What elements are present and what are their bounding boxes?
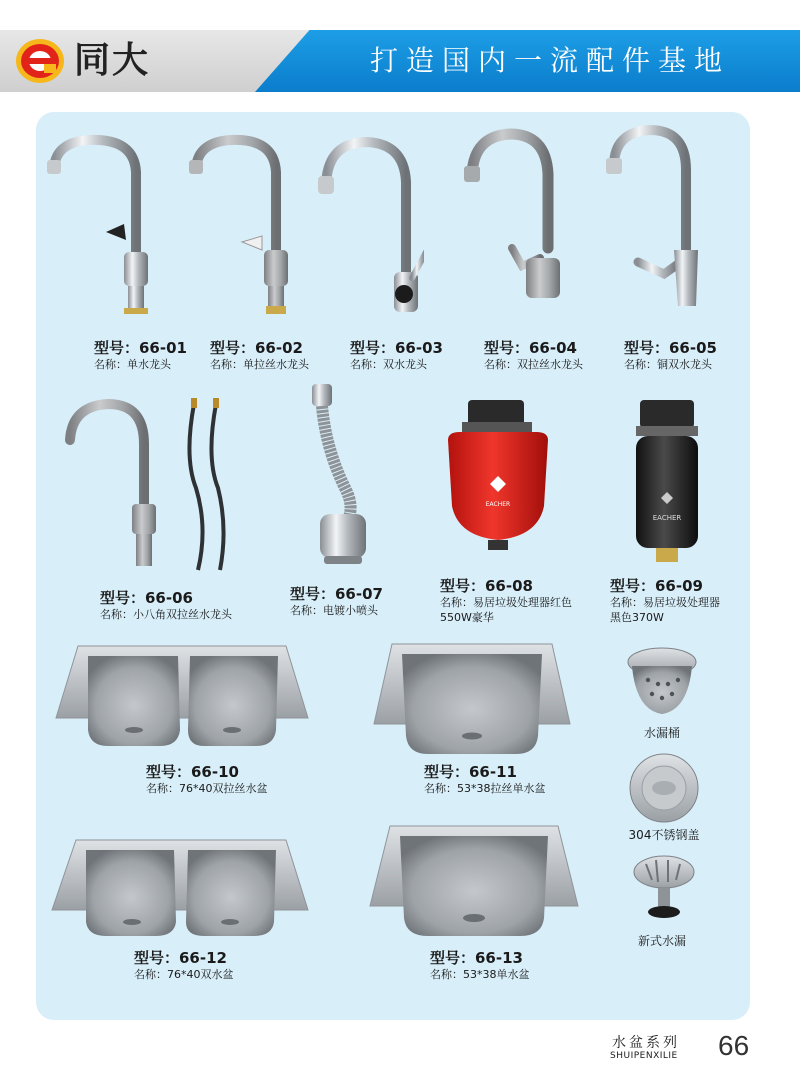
model-number: 型号：66-02 <box>210 339 303 357</box>
model-number: 型号：66-05 <box>624 339 717 357</box>
product-caption-66-11 <box>424 762 546 797</box>
product-name: 名称：76*40双水盆 <box>134 968 234 982</box>
page-header <box>0 30 800 92</box>
product-caption-66-13 <box>430 948 530 983</box>
faucet-66-05-image <box>604 124 704 314</box>
product-caption-66-10 <box>146 762 268 797</box>
hoses-66-06-image <box>182 398 232 578</box>
accessory-label: 新式水漏 <box>637 934 686 948</box>
product-caption-66-07 <box>290 584 383 619</box>
faucet-66-03-image <box>314 132 424 322</box>
footer-series-title: 水盆系列 <box>612 1035 680 1051</box>
accessory-label: 水漏桶 <box>643 726 680 740</box>
product-caption-66-04 <box>484 338 583 373</box>
faucet-66-01-image <box>44 132 154 322</box>
model-number: 型号：66-06 <box>100 589 193 607</box>
model-number: 型号：66-04 <box>484 339 577 357</box>
tongda-logo-icon <box>14 37 66 85</box>
model-number: 型号：66-13 <box>430 949 523 967</box>
model-number: 型号：66-09 <box>610 577 703 595</box>
sink-66-10-image <box>54 642 310 750</box>
product-name: 名称：53*38单水盆 <box>430 968 530 982</box>
product-caption-66-12 <box>134 948 234 983</box>
disposer-66-08-image <box>438 396 558 556</box>
product-name: 名称：易居垃圾处理器 <box>610 596 720 610</box>
model-number: 型号：66-11 <box>424 763 517 781</box>
svg-text:EACHER: EACHER <box>652 514 682 522</box>
product-name-line2: 黑色370W <box>610 611 664 625</box>
sprayer-66-07-image <box>296 380 386 570</box>
product-name: 名称：53*38拉丝单水盆 <box>424 782 546 796</box>
sink-66-11-image <box>372 640 572 758</box>
svg-text:EACHER: EACHER <box>485 501 511 508</box>
model-number: 型号：66-12 <box>134 949 227 967</box>
product-name: 名称：单水龙头 <box>94 358 171 372</box>
steel-cover-icon <box>628 752 700 824</box>
sink-66-13-image <box>368 824 580 940</box>
faucet-66-06-image <box>62 398 162 578</box>
model-number: 型号：66-01 <box>94 339 187 357</box>
drain-stopper-icon <box>628 850 700 924</box>
product-name: 名称：单拉丝水龙头 <box>210 358 309 372</box>
product-name: 名称：76*40双拉丝水盆 <box>146 782 268 796</box>
product-caption-66-09 <box>610 576 720 626</box>
header-slogan: 打造国内一流配件基地 <box>369 44 730 77</box>
product-name: 名称：电镀小喷头 <box>290 604 378 618</box>
product-name: 名称：双拉丝水龙头 <box>484 358 583 372</box>
faucet-66-04-image <box>460 128 570 308</box>
product-name: 名称：双水龙头 <box>350 358 427 372</box>
model-number: 型号：66-08 <box>440 577 533 595</box>
page-number: 66 <box>718 1030 750 1061</box>
model-number: 型号：66-10 <box>146 763 239 781</box>
model-number: 型号：66-07 <box>290 585 383 603</box>
product-name: 名称：易居垃圾处理器红色 <box>440 596 572 610</box>
product-caption-66-01 <box>94 338 187 373</box>
brand-name: 同大 <box>74 40 151 81</box>
product-caption-66-06 <box>100 588 232 623</box>
product-name: 名称：铜双水龙头 <box>624 358 712 372</box>
model-number: 型号：66-03 <box>350 339 443 357</box>
product-caption-66-05 <box>624 338 717 373</box>
product-caption-66-03 <box>350 338 443 373</box>
sink-66-12-image <box>50 838 310 938</box>
strainer-basket-icon <box>624 644 700 718</box>
disposer-66-09-image <box>628 398 708 566</box>
product-name-line2: 550W豪华 <box>440 611 494 625</box>
footer-series-pinyin: SHUIPENXILIE <box>610 1051 678 1061</box>
product-caption-66-02 <box>210 338 309 373</box>
faucet-66-02-image <box>186 132 296 322</box>
product-name: 名称：小八角双拉丝水龙头 <box>100 608 232 622</box>
accessory-label: 304不锈钢盖 <box>628 828 700 842</box>
product-caption-66-08 <box>440 576 572 626</box>
